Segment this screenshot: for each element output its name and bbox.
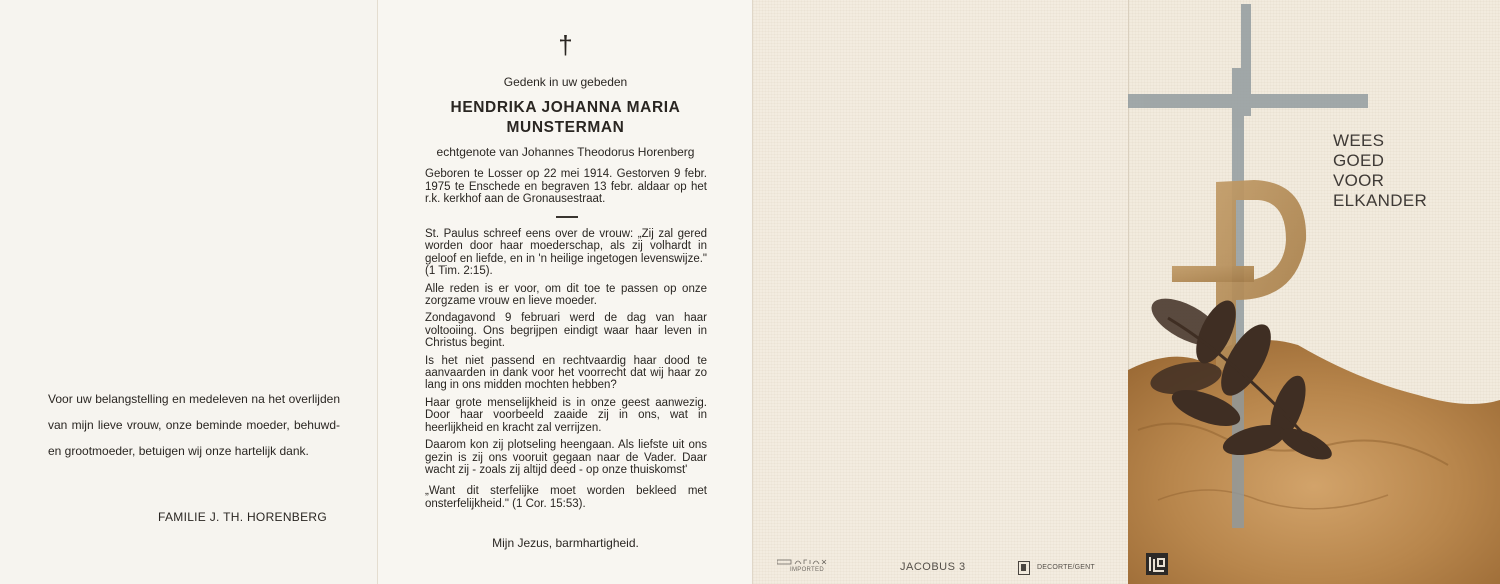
series-name: JACOBUS 3 bbox=[900, 561, 966, 573]
divider bbox=[556, 216, 578, 218]
motto-line: ELKANDER bbox=[1333, 191, 1428, 210]
publisher-name: DECORTE/GENT bbox=[1037, 564, 1095, 571]
deceased-name bbox=[378, 98, 753, 138]
thanks-message: Voor uw belangstelling en medeleven na het overlijden van mijn lieve vrouw, onze beminde moeder, behuwd- en grootmoeder, betuigen wij onze hartelijk dank. bbox=[48, 392, 340, 458]
memorial-text bbox=[425, 228, 707, 515]
brand-logo-icon bbox=[777, 557, 835, 566]
cross-icon: † bbox=[558, 30, 573, 60]
motto-line: WEES bbox=[1333, 131, 1385, 150]
cover-illustration bbox=[1128, 0, 1500, 584]
name-line-1: HENDRIKA JOHANNA MARIA bbox=[450, 99, 681, 116]
paragraph: Zondagavond 9 februari werd de dag van haar voltooiing. Ons begrijpen eindigt waar haar leven in Christus begint. bbox=[425, 312, 707, 350]
intro-line: Gedenk in uw gebeden bbox=[503, 75, 628, 89]
publisher-mark-icon bbox=[1018, 561, 1030, 575]
motto-line: GOED bbox=[1333, 151, 1385, 170]
memorial-panel bbox=[377, 0, 752, 584]
motto-line: VOOR bbox=[1333, 171, 1385, 190]
paragraph: Is het niet passend en rechtvaardig haar dood te aanvaarden in dank voor het voorrecht dat wij haar zo lang in ons midden mochten hebben? bbox=[425, 354, 707, 392]
birth-death-details: Geboren te Losser op 22 mei 1914. Gestorven 9 febr. 1975 te Enschede en begraven 13 febr. aldaar op het r.k. kerkhof aan de Gronausestraat. bbox=[425, 168, 707, 205]
closing-prayer: Mijn Jezus, barmhartigheid. bbox=[492, 536, 639, 550]
spouse-line: echtgenote van Johannes Theodorus Horenberg bbox=[436, 145, 695, 159]
cover-motto bbox=[1333, 131, 1427, 211]
paragraph: Alle reden is er voor, om dit toe te passen op onze zorgzame vrouw en lieve moeder. bbox=[425, 282, 707, 308]
thanks-panel bbox=[0, 0, 377, 584]
imported-label: IMPORTED bbox=[790, 567, 824, 573]
publisher-logo-icon bbox=[1146, 553, 1168, 575]
scripture-quote: „Want dit sterfelijke moet worden bekleed met onsterfelijkheid." (1 Cor. 15:53). bbox=[425, 485, 707, 510]
back-panel bbox=[752, 0, 1128, 584]
name-line-2: MUNSTERMAN bbox=[506, 119, 625, 136]
paragraph: Haar grote menselijkheid is in onze geest aanwezig. Door haar voorbeeld zaaide zij in ons, wat in heerlijkheid en kracht zal verrijzen. bbox=[425, 396, 707, 434]
paragraph: Daarom kon zij plotseling heengaan. Als liefste uit ons gezin is zij ons vooruit gegaan naar de Vader. Daar wacht zij - zoals zij altijd deed - op onze thuiskomst' bbox=[425, 439, 707, 476]
family-signature: FAMILIE J. TH. HORENBERG bbox=[158, 510, 328, 524]
paragraph: St. Paulus schreef eens over de vrouw: „Zij zal gered worden door haar moederschap, als zij volhardt in geloof en liefde, en in 'n heilige ingetogen levenswijze." (1 Tim. 2:15). bbox=[425, 228, 707, 278]
